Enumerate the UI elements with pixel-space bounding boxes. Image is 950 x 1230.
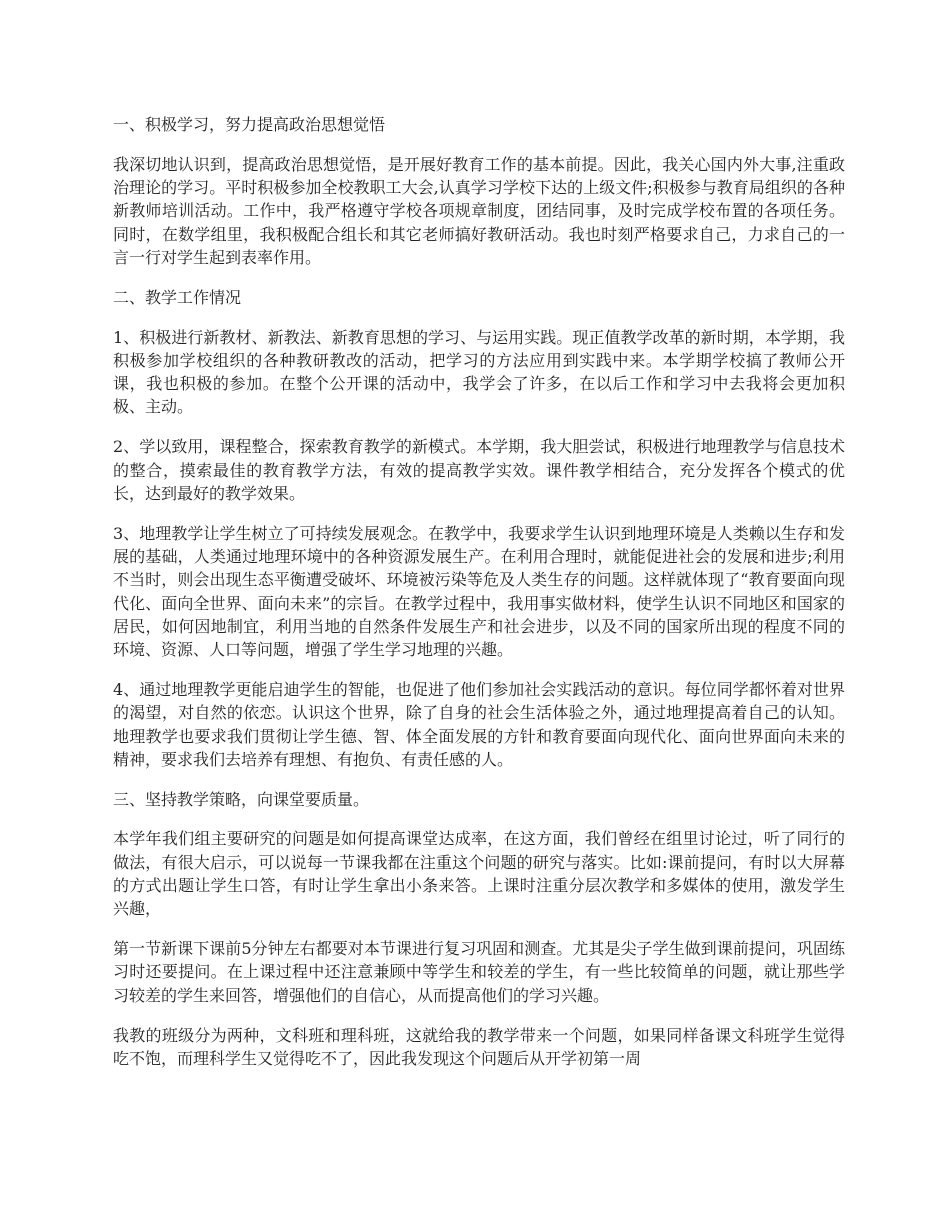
paragraph-item-1: 1、积极进行新教材、新教法、新教育思想的学习、与运用实践。现正值教学改革的新时期，本学期，我积极参加学校组织的各种教研教改的活动，把学习的方法应用到实践中来。本学期学校搞了教师公开课，我也积极的参加。在整个公开课的活动中，我学会了许多，在以后工作和学习中去我将会更加积极、主动。	[113, 327, 845, 417]
paragraph-item-3: 3、地理教学让学生树立了可持续发展观念。在教学中，我要求学生认识到地理环境是人类赖以生存和发展的基础，人类通过地理环境中的各种资源发展生产。在利用合理时，就能促进社会的发展和进步;利用不当时，则会出现生态平衡遭受破坏、环境被污染等危及人类生存的问题。这样就体现了“教育要面向现代化、面向全世界、面向未来”的宗旨。在教学过程中，我用事实做材料，使学生认识不同地区和国家的居民，如何因地制宜，利用当地的自然条件发展生产和社会进步，以及不同的国家所出现的程度不同的环境、资源、人口等问题，增强了学生学习地理的兴趣。	[113, 523, 845, 660]
paragraph-research-topic: 本学年我们组主要研究的问题是如何提高课堂达成率，在这方面，我们曾经在组里讨论过，听了同行的做法，有很大启示，可以说每一节课我都在注重这个问题的研究与落实。比如:课前提问，有时以大屏幕的方式出题让学生口答，有时让学生拿出小条来答。上课时注重分层次教学和多媒体的使用，激发学生兴趣，	[113, 829, 845, 919]
paragraph-class-types: 我教的班级分为两种，文科班和理科班，这就给我的教学带来一个问题，如果同样备课文科班学生觉得吃不饱，而理科学生又觉得吃不了，因此我发现这个问题后从开学初第一周	[113, 1025, 845, 1068]
paragraph-item-2: 2、学以致用，课程整合，探索教育教学的新模式。本学期，我大胆尝试，积极进行地理教学与信息技术的整合，摸索最佳的教育教学方法，有效的提高教学实效。课件教学相结合，充分发挥各个模式的优长，达到最好的教学效果。	[113, 437, 845, 503]
paragraph-item-4: 4、通过地理教学更能启迪学生的智能，也促进了他们参加社会实践活动的意识。每位同学都怀着对世界的渴望，对自然的依恋。认识这个世界，除了自身的社会生活体验之外，通过地理提高着自己的认知。地理教学也要求我们贯彻让学生德、智、体全面发展的方针和教育要面向现代化、面向世界面向未来的精神，要求我们去培养有理想、有抱负、有责任感的人。	[113, 679, 845, 769]
paragraph-political-study: 我深切地认识到，提高政治思想觉悟，是开展好教育工作的基本前提。因此，我关心国内外大事,注重政治理论的学习。平时积极参加全校教职工大会,认真学习学校下达的上级文件;积极参与教育局组织的各种新教师培训活动。工作中，我严格遵守学校各项规章制度，团结同事，及时完成学校布置的各项任务。同时，在数学组里，我积极配合组长和其它老师搞好教研活动。我也时刻严格要求自己，力求自己的一言一行对学生起到表率作用。	[113, 154, 845, 267]
section-heading-1: 一、积极学习，努力提高政治思想觉悟	[113, 115, 386, 134]
section-heading-3: 三、坚持教学策略，向课堂要质量。	[113, 789, 370, 809]
paragraph-review-practice: 第一节新课下课前5分钟左右都要对本节课进行复习巩固和测查。尤其是尖子学生做到课前提问，巩固练习时还要提问。在上课过程中还注意兼顾中等学生和较差的学生，有一些比较简单的问题，就让那些学习较差的学生来回答，增强他们的自信心，从而提高他们的学习兴趣。	[113, 939, 845, 1005]
section-heading-2: 二、教学工作情况	[113, 287, 242, 307]
document-body	[113, 113, 845, 1087]
